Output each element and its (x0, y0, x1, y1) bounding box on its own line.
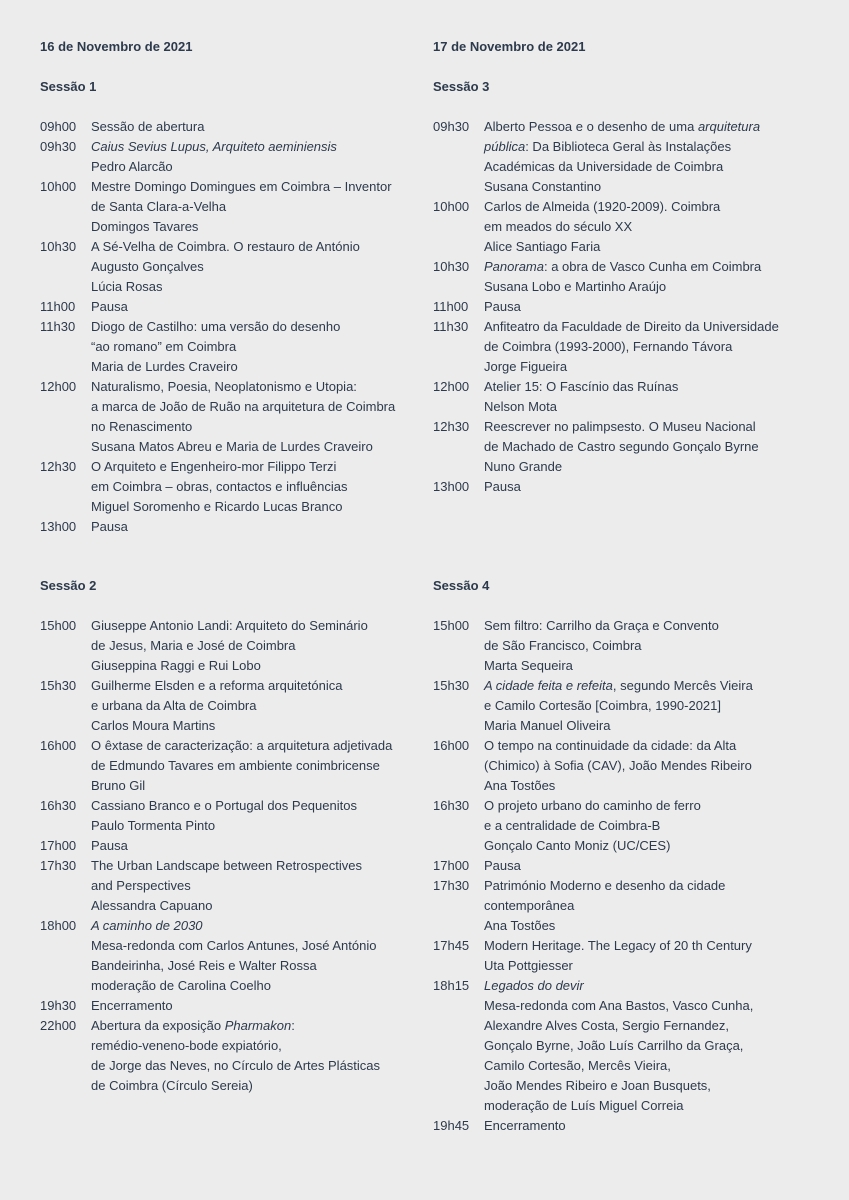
text-segment: Cassiano Branco e o Portugal dos Pequenitos (91, 798, 357, 813)
entry-text (484, 417, 756, 437)
entry-text (91, 936, 376, 956)
entry-text (91, 397, 395, 417)
entry-text (484, 257, 761, 277)
text-segment: Alice Santiago Faria (484, 239, 601, 254)
entry-text (484, 1036, 743, 1056)
text-segment: Susana Lobo e Martinho Araújo (484, 279, 667, 294)
entry-text (91, 197, 226, 217)
text-segment: Marta Sequeira (484, 658, 573, 673)
day-date: 17 de Novembro de 2021 (433, 39, 586, 54)
entry-text (484, 656, 573, 676)
entry-text (91, 836, 128, 856)
entry-text (91, 896, 212, 916)
text-segment: Uta Pottgiesser (484, 958, 573, 973)
text-segment: Mesa-redonda com Carlos Antunes, José António (91, 938, 377, 953)
text-segment: Giuseppina Raggi e Rui Lobo (91, 658, 261, 673)
text-segment: Lúcia Rosas (91, 279, 163, 294)
entry-text (484, 297, 521, 317)
entry-text (484, 457, 562, 477)
entry-text (91, 816, 215, 836)
text-segment: Bruno Gil (91, 778, 146, 793)
text-segment: Alessandra Capuano (91, 898, 213, 913)
entry-text (484, 976, 584, 996)
text-segment: em Coimbra – obras, contactos e influências (91, 479, 348, 494)
time-label: 10h30 (433, 259, 470, 274)
session-title: Sessão 4 (433, 578, 490, 593)
text-segment: remédio-veneno-bode expiatório, (91, 1038, 282, 1053)
time-label: 19h30 (40, 998, 77, 1013)
text-segment: A Sé-Velha de Coimbra. O restauro de António (91, 239, 360, 254)
entry-text (91, 417, 192, 437)
entry-text (91, 1016, 295, 1036)
time-label: 12h00 (433, 379, 470, 394)
entry-text (91, 497, 342, 517)
entry-text (91, 297, 128, 317)
text-segment: Gonçalo Byrne, João Luís Carrilho da Graça, (484, 1038, 744, 1053)
entry-text (91, 1056, 380, 1076)
time-label: 18h00 (40, 918, 77, 933)
entry-text (91, 676, 342, 696)
text-segment: Diogo de Castilho: uma versão do desenho (91, 319, 341, 334)
time-label: 15h00 (433, 618, 470, 633)
time-label: 12h30 (40, 459, 77, 474)
text-segment: de Coimbra (1993-2000), Fernando Távora (484, 339, 733, 354)
text-segment: Guilherme Elsden e a reforma arquitetónica (91, 678, 343, 693)
text-segment: João Mendes Ribeiro e Joan Busquets, (484, 1078, 711, 1093)
text-segment: Carlos Moura Martins (91, 718, 216, 733)
time-label: 13h00 (40, 519, 77, 534)
text-segment: de Jorge das Neves, no Círculo de Artes Plásticas (91, 1058, 381, 1073)
time-label: 17h45 (433, 938, 470, 953)
text-segment: Sessão de abertura (91, 119, 205, 134)
italic-title: Panorama (484, 259, 544, 274)
entry-text (91, 696, 257, 716)
entry-text (91, 477, 348, 497)
time-label: 17h00 (40, 838, 77, 853)
entry-text (91, 1076, 253, 1096)
text-segment: e Camilo Cortesão [Coimbra, 1990-2021] (484, 698, 722, 713)
text-segment: O projeto urbano do caminho de ferro (484, 798, 701, 813)
text-segment: moderação de Luís Miguel Correia (484, 1098, 684, 1113)
text-segment: Naturalismo, Poesia, Neoplatonismo e Utopia: (91, 379, 357, 394)
text-segment: Gonçalo Canto Moniz (UC/CES) (484, 838, 671, 853)
text-segment: and Perspectives (91, 878, 191, 893)
entry-text (484, 117, 760, 137)
entry-text (91, 916, 203, 936)
time-label: 11h30 (40, 319, 76, 334)
entry-text (91, 736, 392, 756)
text-segment: The Urban Landscape between Retrospectives (91, 858, 362, 873)
time-label: 18h15 (433, 978, 470, 993)
entry-text (91, 776, 145, 796)
italic-title: Caius Sevius Lupus, Arquiteto aeminiensis (91, 139, 337, 154)
entry-text (484, 357, 567, 377)
text-segment: Jorge Figueira (484, 359, 568, 374)
text-segment: Nelson Mota (484, 399, 557, 414)
entry-text (91, 517, 128, 537)
text-segment: “ao romano” em Coimbra (91, 339, 237, 354)
entry-text (91, 217, 198, 237)
entry-text (91, 656, 261, 676)
entry-text (484, 337, 732, 357)
time-label: 10h00 (433, 199, 470, 214)
text-segment: Pausa (91, 838, 128, 853)
entry-text (484, 217, 632, 237)
entry-text (484, 237, 600, 257)
text-segment: Mestre Domingo Domingues em Coimbra – Inventor (91, 179, 392, 194)
time-label: 11h00 (40, 299, 76, 314)
entry-text (484, 796, 701, 816)
entry-text (484, 437, 759, 457)
entry-text (91, 876, 191, 896)
text-segment: Maria Manuel Oliveira (484, 718, 611, 733)
entry-text (91, 277, 163, 297)
entry-text (484, 676, 753, 696)
text-segment: de Santa Clara-a-Velha (91, 199, 227, 214)
text-segment: Pausa (484, 479, 521, 494)
time-label: 11h30 (433, 319, 469, 334)
entry-text (484, 816, 660, 836)
text-segment: a marca de João de Ruão na arquitetura de Coimbra (91, 399, 396, 414)
text-segment: Anfiteatro da Faculdade de Direito da Universidade (484, 319, 779, 334)
entry-text (484, 157, 723, 177)
italic-title: A cidade feita e refeita (484, 678, 613, 693)
entry-text (91, 976, 271, 996)
entry-text (91, 357, 238, 377)
entry-text (91, 956, 317, 976)
text-segment: Ana Tostões (484, 778, 556, 793)
entry-text (91, 177, 392, 197)
entry-text (91, 796, 357, 816)
time-label: 09h30 (433, 119, 470, 134)
entry-text (484, 477, 521, 497)
text-segment: de Coimbra (Círculo Sereia) (91, 1078, 253, 1093)
entry-text (91, 616, 368, 636)
time-label: 12h30 (433, 419, 470, 434)
entry-text (484, 696, 721, 716)
entry-text (484, 956, 573, 976)
time-label: 19h45 (433, 1118, 470, 1133)
text-segment: Atelier 15: O Fascínio das Ruínas (484, 379, 679, 394)
entry-text (484, 1116, 566, 1136)
entry-text (91, 1036, 282, 1056)
entry-text (484, 776, 555, 796)
entry-text (484, 756, 752, 776)
entry-text (91, 457, 336, 477)
entry-text (484, 736, 736, 756)
text-segment: Bandeirinha, José Reis e Walter Rossa (91, 958, 317, 973)
entry-text (91, 636, 295, 656)
text-segment: de Jesus, Maria e José de Coimbra (91, 638, 296, 653)
text-segment: Ana Tostões (484, 918, 556, 933)
entry-text (484, 936, 752, 956)
text-segment: , segundo Mercês Vieira (612, 678, 753, 693)
text-segment: Alexandre Alves Costa, Sergio Fernandez, (484, 1018, 729, 1033)
text-segment: Abertura da exposição (91, 1018, 225, 1033)
text-segment: contemporânea (484, 898, 575, 913)
entry-text (484, 876, 725, 896)
time-label: 16h30 (40, 798, 77, 813)
text-segment: Encerramento (484, 1118, 566, 1133)
entry-text (484, 896, 574, 916)
entry-text (484, 616, 719, 636)
text-segment: Pausa (91, 299, 128, 314)
session-title: Sessão 3 (433, 79, 490, 94)
text-segment: Modern Heritage. The Legacy of 20 th Century (484, 938, 752, 953)
time-label: 17h30 (40, 858, 77, 873)
entry-text (91, 157, 173, 177)
italic-title: Pharmakon (224, 1018, 292, 1033)
text-segment: Paulo Tormenta Pinto (91, 818, 216, 833)
time-label: 15h30 (433, 678, 470, 693)
time-label: 17h00 (433, 858, 470, 873)
time-label: 16h00 (40, 738, 77, 753)
session-title: Sessão 2 (40, 578, 97, 593)
text-segment: de Machado de Castro segundo Gonçalo Byrne (484, 439, 759, 454)
text-segment: Domingos Tavares (91, 219, 199, 234)
entry-text (484, 716, 610, 736)
text-segment: e a centralidade de Coimbra-B (484, 818, 661, 833)
entry-text (484, 1056, 671, 1076)
session-title: Sessão 1 (40, 79, 97, 94)
italic-title: A caminho de 2030 (91, 918, 203, 933)
entry-text (91, 137, 337, 157)
text-segment: O tempo na continuidade da cidade: da Alta (484, 738, 737, 753)
text-segment: Camilo Cortesão, Mercês Vieira, (484, 1058, 671, 1073)
time-label: 10h00 (40, 179, 77, 194)
text-segment: O Arquiteto e Engenheiro-mor Filippo Terzi (91, 459, 337, 474)
text-segment: Património Moderno e desenho da cidade (484, 878, 726, 893)
entry-text (91, 237, 360, 257)
italic-title: pública (484, 139, 526, 154)
entry-text (484, 397, 557, 417)
text-segment: : a obra de Vasco Cunha em Coimbra (543, 259, 762, 274)
entry-text (91, 257, 204, 277)
entry-text (91, 716, 215, 736)
entry-text (91, 337, 236, 357)
text-segment: Académicas da Universidade de Coimbra (484, 159, 724, 174)
text-segment: (Chimico) à Sofia (CAV), João Mendes Ribeiro (484, 758, 752, 773)
text-segment: Pausa (91, 519, 128, 534)
text-segment: de Edmundo Tavares em ambiente conimbricense (91, 758, 380, 773)
text-segment: Alberto Pessoa e o desenho de uma (484, 119, 698, 134)
text-segment: e urbana da Alta de Coimbra (91, 698, 257, 713)
time-label: 17h30 (433, 878, 470, 893)
text-segment: Susana Constantino (484, 179, 602, 194)
entry-text (484, 377, 678, 397)
text-segment: moderação de Carolina Coelho (91, 978, 271, 993)
time-label: 11h00 (433, 299, 469, 314)
text-segment: Nuno Grande (484, 459, 563, 474)
entry-text (484, 636, 642, 656)
entry-text (484, 277, 666, 297)
entry-text (484, 996, 753, 1016)
text-segment: Miguel Soromenho e Ricardo Lucas Branco (91, 499, 343, 514)
italic-title: arquitetura (697, 119, 761, 134)
time-label: 09h30 (40, 139, 77, 154)
text-segment: Pedro Alarcão (91, 159, 173, 174)
text-segment: Carlos de Almeida (1920-2009). Coimbra (484, 199, 721, 214)
time-label: 10h30 (40, 239, 77, 254)
time-label: 15h00 (40, 618, 77, 633)
entry-text (91, 856, 362, 876)
entry-text (91, 317, 340, 337)
text-segment: : (291, 1018, 295, 1033)
text-segment: O êxtase de caracterização: a arquitetura adjetivada (91, 738, 393, 753)
time-label: 22h00 (40, 1018, 77, 1033)
time-label: 16h30 (433, 798, 470, 813)
day-date: 16 de Novembro de 2021 (40, 39, 193, 54)
entry-text (484, 317, 779, 337)
entry-text (484, 836, 670, 856)
time-label: 09h00 (40, 119, 77, 134)
entry-text (484, 856, 521, 876)
entry-text (91, 756, 380, 776)
text-segment: em meados do século XX (484, 219, 633, 234)
time-label: 15h30 (40, 678, 77, 693)
text-segment: Pausa (484, 299, 521, 314)
text-segment: Giuseppe Antonio Landi: Arquiteto do Seminário (91, 618, 368, 633)
text-segment: Pausa (484, 858, 521, 873)
entry-text (91, 117, 204, 137)
entry-text (484, 916, 555, 936)
entry-text (91, 377, 357, 397)
entry-text (91, 437, 373, 457)
entry-text (484, 137, 731, 157)
entry-text (484, 1076, 711, 1096)
text-segment: Mesa-redonda com Ana Bastos, Vasco Cunha, (484, 998, 754, 1013)
time-label: 12h00 (40, 379, 77, 394)
entry-text (484, 1016, 729, 1036)
entry-text (91, 996, 173, 1016)
text-segment: Augusto Gonçalves (91, 259, 204, 274)
text-segment: Sem filtro: Carrilho da Graça e Convento (484, 618, 719, 633)
entry-text (484, 177, 601, 197)
text-segment: : Da Biblioteca Geral às Instalações (525, 139, 732, 154)
time-label: 16h00 (433, 738, 470, 753)
text-segment: Maria de Lurdes Craveiro (91, 359, 238, 374)
italic-title: Legados do devir (484, 978, 584, 993)
text-segment: Reescrever no palimpsesto. O Museu Nacional (484, 419, 756, 434)
text-segment: Susana Matos Abreu e Maria de Lurdes Craveiro (91, 439, 373, 454)
text-segment: Encerramento (91, 998, 173, 1013)
text-segment: de São Francisco, Coimbra (484, 638, 642, 653)
text-segment: no Renascimento (91, 419, 193, 434)
time-label: 13h00 (433, 479, 470, 494)
entry-text (484, 1096, 683, 1116)
entry-text (484, 197, 720, 217)
